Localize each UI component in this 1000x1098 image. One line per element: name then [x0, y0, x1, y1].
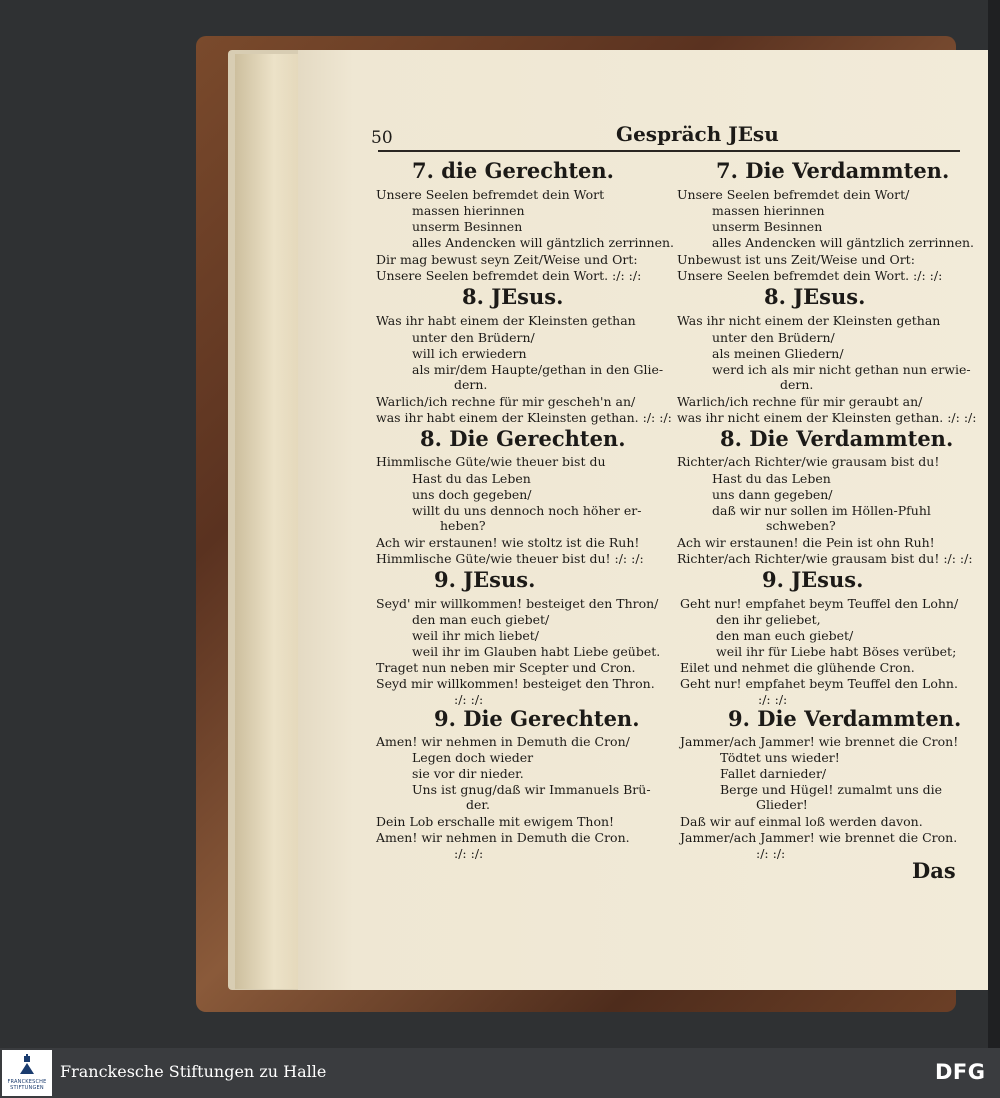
right-line: Richter/ach Richter/wie grausam bist du! :/: :/: — [677, 551, 973, 566]
right-line: den ihr geliebet, — [716, 612, 821, 627]
left-line: Traget nun neben mir Scepter und Cron. — [376, 660, 636, 675]
running-header: Gespräch JEsu — [616, 122, 779, 146]
right-line: Tödtet uns wieder! — [720, 750, 840, 765]
left-line: unserm Besinnen — [412, 219, 523, 234]
right-line: uns dann gegeben/ — [712, 487, 833, 502]
right-line: Unsere Seelen befremdet dein Wort/ — [677, 187, 910, 202]
left-heading-4: 9. JEsus. — [434, 567, 536, 592]
right-line: Geht nur! empfahet beym Teuffel den Lohn/ — [680, 596, 959, 611]
left-heading-1: 7. die Gerechten. — [412, 158, 614, 183]
left-line: Dir mag bewust seyn Zeit/Weise und Ort: — [376, 252, 638, 267]
franckesche-stiftungen-logo[interactable] — [2, 1050, 52, 1096]
foundation-emblem-icon — [17, 1054, 37, 1076]
right-line: werd ich als mir nicht gethan nun erwie- — [712, 362, 971, 377]
right-line: Jammer/ach Jammer! wie brennet die Cron. — [680, 830, 958, 845]
right-line: weil ihr für Liebe habt Böses verübet; — [716, 644, 957, 659]
left-line: Seyd' mir willkommen! besteiget den Thron/ — [376, 596, 659, 611]
left-line: Hast du das Leben — [412, 471, 531, 486]
right-line: Geht nur! empfahet beym Teuffel den Lohn. — [680, 676, 958, 691]
right-line: Unsere Seelen befremdet dein Wort. :/: :/: — [677, 268, 943, 283]
left-line: uns doch gegeben/ — [412, 487, 532, 502]
facing-page-shadow — [988, 0, 1000, 1048]
institution-name: Franckesche Stiftungen zu Halle — [60, 1062, 327, 1081]
left-line: alles Andencken will gäntzlich zerrinnen. — [412, 235, 675, 250]
left-heading-5: 9. Die Gerechten. — [434, 706, 640, 731]
page-number: 50 — [371, 128, 393, 148]
left-line: Seyd mir willkommen! besteiget den Thron. — [376, 676, 655, 691]
right-heading-3: 8. Die Verdammten. — [720, 426, 954, 451]
left-line: Legen doch wieder — [412, 750, 534, 765]
right-line: Eilet und nehmet die glühende Cron. — [680, 660, 915, 675]
left-line: Uns ist gnug/daß wir Immanuels Brü- — [412, 782, 651, 797]
right-line: unserm Besinnen — [712, 219, 823, 234]
left-line: Unsere Seelen befremdet dein Wort — [376, 187, 605, 202]
right-line: unter den Brüdern/ — [712, 330, 835, 345]
left-line: Himmlische Güte/wie theuer bist du — [376, 454, 606, 469]
logo-text: FRANCKESCHE STIFTUNGEN — [7, 1079, 47, 1091]
right-line: Hast du das Leben — [712, 471, 831, 486]
right-line: :/: :/: — [756, 846, 786, 861]
right-line: Was ihr nicht einem der Kleinsten gethan — [677, 313, 941, 328]
left-line: weil ihr mich liebet/ — [412, 628, 539, 643]
right-line: daß wir nur sollen im Höllen-Pfuhl — [712, 503, 931, 518]
right-line: was ihr nicht einem der Kleinsten gethan. :/: :/: — [677, 410, 977, 425]
right-line: Glieder! — [756, 797, 808, 812]
right-line: als meinen Gliedern/ — [712, 346, 844, 361]
left-line: unter den Brüdern/ — [412, 330, 535, 345]
left-line: Dein Lob erschalle mit ewigem Thon! — [376, 814, 615, 829]
right-heading-1: 7. Die Verdammten. — [716, 158, 950, 183]
left-line: :/: :/: — [454, 846, 484, 861]
right-line: Warlich/ich rechne für mir geraubt an/ — [677, 394, 923, 409]
right-line: schweben? — [766, 518, 836, 533]
right-line: alles Andencken will gäntzlich zerrinnen. — [712, 235, 975, 250]
right-line: Richter/ach Richter/wie grausam bist du! — [677, 454, 940, 469]
viewer-footer — [0, 1048, 1000, 1098]
left-line: :/: :/: — [454, 692, 484, 707]
catchword: Das — [912, 858, 956, 883]
left-line: den man euch giebet/ — [412, 612, 550, 627]
left-line: als mir/dem Haupte/gethan in den Glie- — [412, 362, 664, 377]
right-line: Unbewust ist uns Zeit/Weise und Ort: — [677, 252, 915, 267]
right-heading-2: 8. JEsus. — [764, 284, 866, 309]
left-line: Himmlische Güte/wie theuer bist du! :/: :/: — [376, 551, 644, 566]
left-line: Warlich/ich rechne für mir gescheh'n an/ — [376, 394, 636, 409]
right-line: Jammer/ach Jammer! wie brennet die Cron! — [680, 734, 959, 749]
header-rule — [378, 150, 960, 152]
left-line: will ich erwiedern — [412, 346, 527, 361]
left-line: massen hierinnen — [412, 203, 525, 218]
right-line: Fallet darnieder/ — [720, 766, 827, 781]
right-line: :/: :/: — [758, 692, 788, 707]
right-line: den man euch giebet/ — [716, 628, 854, 643]
right-line: dern. — [780, 377, 814, 392]
left-line: sie vor dir nieder. — [412, 766, 524, 781]
left-line: der. — [466, 797, 490, 812]
left-line: Amen! wir nehmen in Demuth die Cron/ — [376, 734, 630, 749]
left-line: heben? — [440, 518, 486, 533]
right-line: massen hierinnen — [712, 203, 825, 218]
right-heading-4: 9. JEsus. — [762, 567, 864, 592]
left-line: Ach wir erstaunen! wie stoltz ist die Ruh! — [376, 535, 640, 550]
right-heading-5: 9. Die Verdammten. — [728, 706, 962, 731]
left-line: was ihr habt einem der Kleinsten gethan. :/: :/: — [376, 410, 672, 425]
page-edges — [235, 54, 300, 989]
right-line: Berge und Hügel! zumalmt uns die — [720, 782, 943, 797]
left-heading-3: 8. Die Gerechten. — [420, 426, 626, 451]
left-heading-2: 8. JEsus. — [462, 284, 564, 309]
right-line: Ach wir erstaunen! die Pein ist ohn Ruh! — [677, 535, 935, 550]
left-line: weil ihr im Glauben habt Liebe geübet. — [412, 644, 661, 659]
dfg-logo[interactable]: DFG — [935, 1060, 986, 1084]
left-line: Unsere Seelen befremdet dein Wort. :/: :/: — [376, 268, 642, 283]
left-line: Amen! wir nehmen in Demuth die Cron. — [376, 830, 630, 845]
left-line: dern. — [454, 377, 488, 392]
left-line: willt du uns dennoch noch höher er- — [412, 503, 642, 518]
left-line: Was ihr habt einem der Kleinsten gethan — [376, 313, 636, 328]
right-line: Daß wir auf einmal loß werden davon. — [680, 814, 923, 829]
